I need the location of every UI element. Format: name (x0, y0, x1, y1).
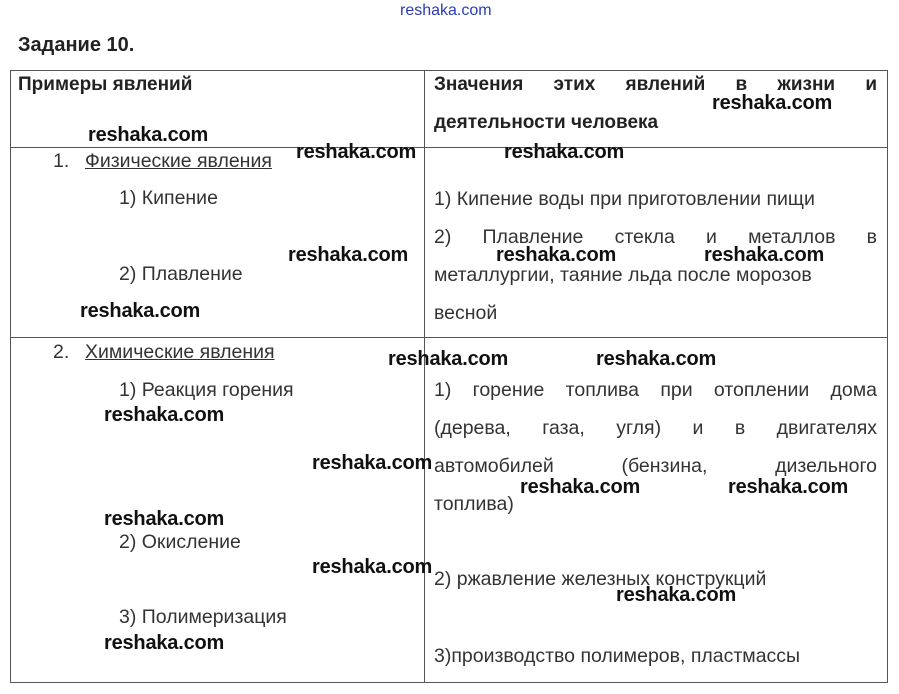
watermark: reshaka.com (312, 556, 433, 578)
section2-item3: 3) Полимеризация (119, 606, 287, 628)
watermark: reshaka.com (388, 348, 509, 370)
section2-value3: 3)производство полимеров, пластмассы (434, 645, 801, 667)
watermark: reshaka.com (728, 476, 849, 498)
section1-item2: 2) Плавление (119, 263, 243, 285)
table-border-bottom (10, 682, 888, 683)
watermark: reshaka.com (88, 124, 209, 146)
section2-number: 2. (53, 341, 70, 363)
section1-item1: 1) Кипение (119, 187, 218, 209)
site-link[interactable]: reshaka.com (400, 2, 492, 19)
section2-item2: 2) Окисление (119, 531, 241, 553)
watermark: reshaka.com (596, 348, 717, 370)
header-col2-line2: деятельности человека (434, 112, 659, 133)
section1-value2-line2: металлургии, таяние льда после морозов (434, 264, 812, 286)
section2-value1-line2: (дерева, газа, угля) и в двигателях (434, 417, 877, 439)
section1-value2-line1: 2) Плавление стекла и металлов в (434, 226, 877, 248)
section2-title: Химические явления (85, 341, 275, 363)
table-border-top (10, 70, 888, 71)
watermark: reshaka.com (296, 141, 417, 163)
header-col2-line1: Значения этих явлений в жизни и (434, 74, 877, 95)
watermark: reshaka.com (616, 584, 737, 606)
watermark: reshaka.com (288, 244, 409, 266)
section2-value1-line4: топлива) (434, 493, 514, 515)
task-title: Задание 10. (18, 34, 135, 56)
watermark: reshaka.com (520, 476, 641, 498)
table-row-divider-1 (10, 147, 888, 148)
section2-item1: 1) Реакция горения (119, 379, 294, 401)
section1-number: 1. (53, 150, 70, 172)
section1-title: Физические явления (85, 150, 272, 172)
watermark: reshaka.com (104, 404, 225, 426)
section2-value1-line1: 1) горение топлива при отоплении дома (434, 379, 877, 401)
section1-value1: 1) Кипение воды при приготовлении пищи (434, 188, 815, 210)
watermark: reshaka.com (704, 244, 825, 266)
table-border-right (887, 70, 888, 683)
watermark: reshaka.com (496, 244, 617, 266)
watermark: reshaka.com (312, 452, 433, 474)
table-row-divider-2 (10, 337, 888, 338)
watermark: reshaka.com (104, 508, 225, 530)
watermark: reshaka.com (504, 141, 625, 163)
watermark: reshaka.com (80, 300, 201, 322)
section2-value1-line3: автомобилей (бензина, дизельного (434, 455, 877, 477)
section2-value2: 2) ржавление железных конструкций (434, 568, 767, 590)
section1-value2-line3: весной (434, 302, 498, 324)
watermark: reshaka.com (712, 92, 833, 114)
table-column-divider (424, 70, 425, 683)
table-border-left (10, 70, 11, 683)
watermark: reshaka.com (104, 632, 225, 654)
header-col1: Примеры явлений (18, 74, 193, 95)
